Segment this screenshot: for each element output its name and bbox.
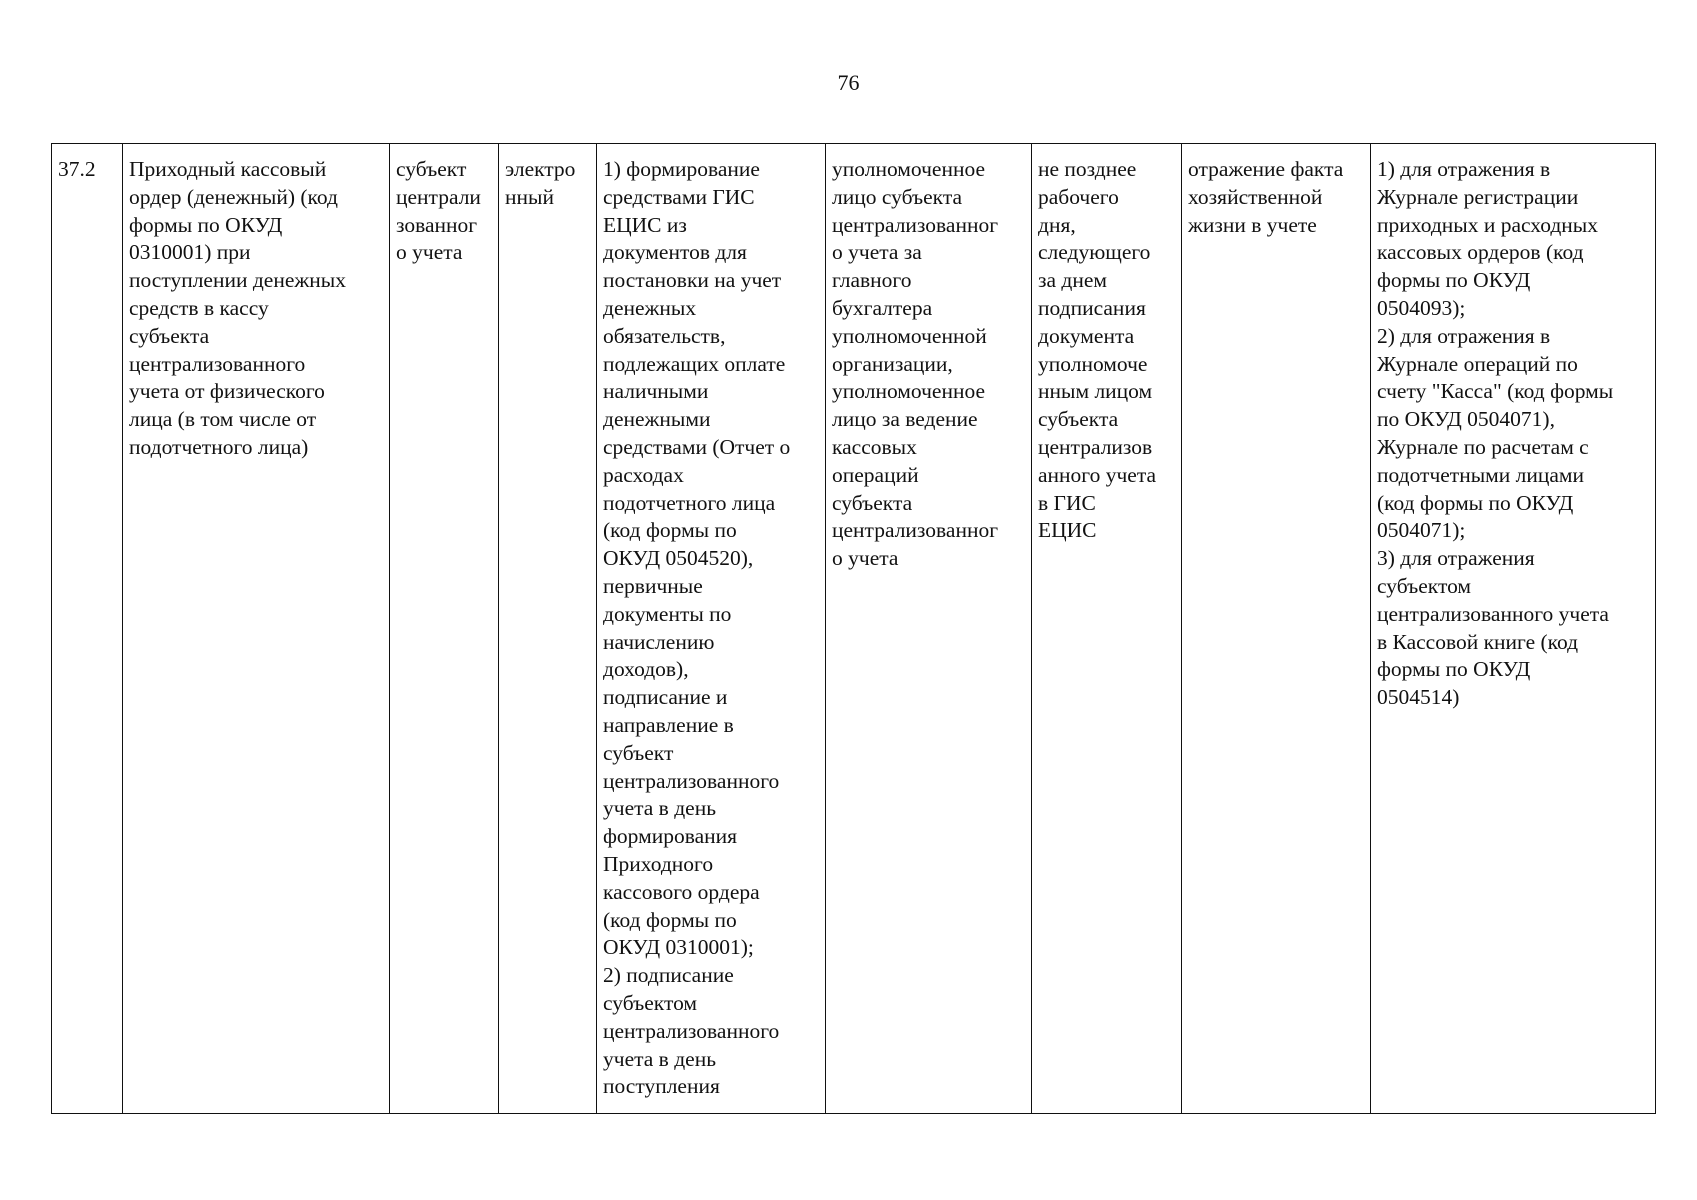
usage-cell: 1) для отражения в Журнале регистрации приходных и расходных кассовых ордеров (код формы по ОКУД 0504093); 2) для отражения в Журнале операций по счету "Касса" (код формы по ОКУД 0504071), Журнале по расчетам с подотчетными лицами (код формы по ОКУД 0504071); 3) для отражения субъектом централизованного учета в Кассовой книге (код формы по ОКУД 0504514) — [1371, 144, 1656, 1114]
format-cell: электро нный — [499, 144, 597, 1114]
creator-cell: субъект централи зованног о учета — [390, 144, 499, 1114]
row-number-cell: 37.2 — [52, 144, 123, 1114]
table-row — [52, 144, 1656, 1114]
document-table — [51, 143, 1656, 1114]
document-name-cell: Приходный кассовый ордер (денежный) (код формы по ОКУД 0310001) при поступлении денежных средств в кассу субъекта централизованного учета от физического лица (в том числе от подотчетного лица) — [123, 144, 390, 1114]
procedure-cell: 1) формирование средствами ГИС ЕЦИС из документов для постановки на учет денежных обязательств, подлежащих оплате наличными денежными средствами (Отчет о расходах подотчетного лица (код формы по ОКУД 0504520), первичные документы по начислению доходов), подписание и направление в субъект централизованного учета в день формирования Приходного кассового ордера (код формы по ОКУД 0310001); 2) подписание субъектом централизованного учета в день поступления — [597, 144, 826, 1114]
purpose-cell: отражение факта хозяйственной жизни в учете — [1182, 144, 1371, 1114]
page-number: 76 — [837, 70, 860, 95]
responsible-person-cell: уполномоченное лицо субъекта централизованног о учета за главного бухгалтера уполномоченной организации, уполномоченное лицо за ведение кассовых операций субъекта централизованног о учета — [826, 144, 1032, 1114]
deadline-cell: не позднее рабочего дня, следующего за днем подписания документа уполномоче нным лицом субъекта централизов анного учета в ГИС ЕЦИС — [1032, 144, 1182, 1114]
